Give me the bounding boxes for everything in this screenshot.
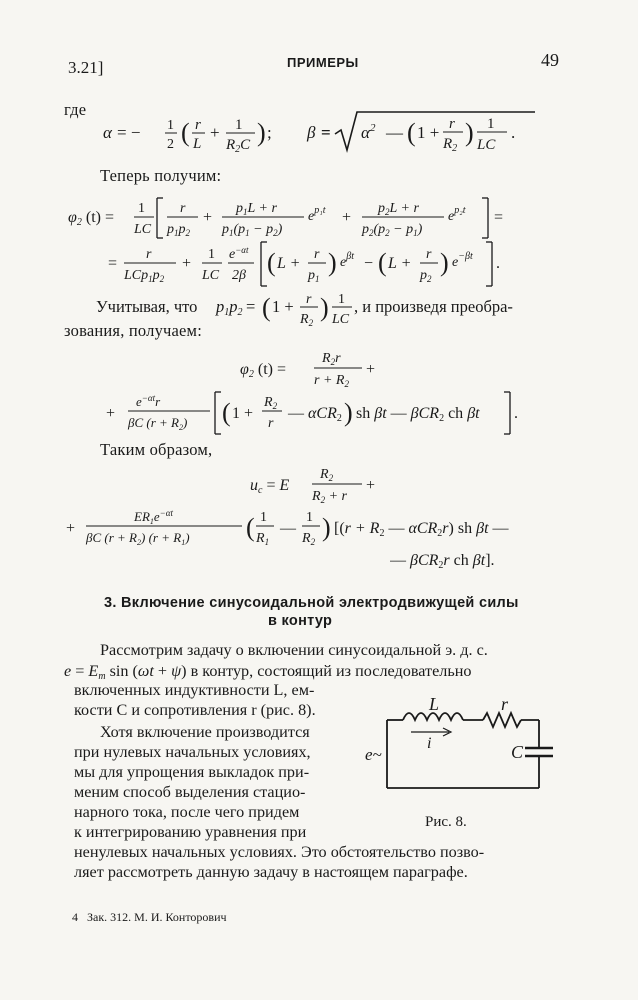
svg-text:;: ;: [267, 123, 272, 142]
svg-text:r: r: [195, 117, 201, 133]
svg-text:1 +: 1 +: [417, 123, 440, 142]
svg-text:.: .: [496, 255, 500, 272]
paragraph-1-line-1: Рассмотрим задачу о включении синусоидальной э. д. с.: [100, 641, 488, 659]
svg-text:β: β: [307, 123, 316, 142]
svg-text:+: +: [366, 361, 376, 378]
svg-text:R2: $R_2$: [264, 395, 278, 411]
svg-text:p2(p2 − p1): $p_2(p_2 - p_1)$: [362, 222, 423, 238]
svg-text:.: .: [514, 405, 518, 422]
svg-text:[(r + R2 — αCR2r) sh βt —: [(r + R2 — αCR2r) sh βt —: [334, 520, 509, 539]
svg-text:α: α: [103, 123, 112, 142]
thus-phrase: Таким образом,: [100, 440, 213, 459]
svg-text:R2: $R_2$: [320, 467, 334, 483]
svg-text:r: r: [180, 201, 186, 216]
formula-phi2-line-b: [100, 388, 540, 438]
svg-text:LC: LC: [134, 222, 152, 237]
paragraph-2-line-5: нарного тока, после чего придем: [74, 803, 300, 821]
svg-text:Учитывая, что: Учитывая, что: [96, 297, 198, 316]
paragraph-2-line-2: при нулевых начальных условиях,: [74, 743, 311, 761]
svg-text:): ): [344, 398, 353, 427]
svg-text:1: 1: [167, 118, 174, 133]
svg-text:R2r: $R_2r$: [322, 351, 341, 367]
svg-text:+: +: [203, 209, 213, 226]
svg-text:— βCR2r ch βt].: — βCR2r ch βt].: [390, 552, 495, 571]
svg-text:sh βt — βCR2 ch βt: sh βt — βCR2 ch βt: [356, 405, 480, 424]
svg-text:e = Em sin (ωt + ψ) в контур,: e = Em sin (ωt + ψ) в контур, состоящий из последовательно: [64, 662, 472, 682]
svg-text:+: +: [366, 477, 376, 494]
section-heading-line-1: 3. Включение синусоидальной электродвижущей силы: [104, 595, 519, 611]
svg-text:ER1e−αt: $ER_1e^{-\alpha t}$: [134, 508, 173, 526]
svg-text:βC (r + R2): βC $(r + R_2)$: [128, 415, 188, 432]
svg-text:uc = E: uc = E: [250, 477, 290, 496]
label-i: i: [427, 735, 432, 752]
svg-text:+: +: [66, 520, 76, 537]
formula-phi2-line-a: [240, 346, 400, 392]
svg-text:2β: 2β: [232, 268, 246, 283]
printer-footer: 4 Зак. 312. М. И. Конторович: [72, 910, 227, 924]
label-r: r: [501, 694, 509, 714]
svg-text:): ): [440, 248, 449, 277]
svg-text:r: r: [306, 292, 312, 307]
paragraph-2-line-6: к интегрированию уравнения при: [74, 823, 307, 841]
svg-text:φ2 (t) =: φ2 (t) =: [240, 361, 286, 380]
svg-text:R1: $R_1$: [256, 531, 270, 547]
svg-text:1: 1: [260, 510, 267, 525]
svg-text:p2: $p_2$: [420, 268, 432, 284]
svg-text:=: =: [321, 123, 331, 142]
svg-text:— αCR2: — αCR2: [288, 405, 342, 424]
figure-caption: Рис. 8.: [425, 814, 467, 830]
svg-text:r: r: [426, 247, 432, 262]
formula-uc-line-c: [390, 545, 550, 575]
svg-text:2: 2: [167, 137, 174, 152]
svg-text:R2: $R_2$: [302, 531, 316, 547]
svg-text:1: 1: [306, 510, 313, 525]
svg-text:α2: $\alpha^2$: [361, 122, 376, 142]
paragraph-2-line-1: Хотя включение производится: [100, 723, 310, 741]
svg-text:eβt: $e^{\beta t}$: [340, 251, 354, 270]
svg-text:=: =: [246, 297, 256, 316]
svg-text:R2: $R_2$: [300, 312, 314, 328]
page-number: 49: [541, 50, 559, 70]
formula-phi-line-1: [68, 190, 548, 242]
svg-text:1: 1: [208, 247, 215, 262]
svg-text:): ): [328, 248, 337, 277]
svg-text:R2 + r: $R_2 + r$: [312, 489, 347, 505]
svg-text:LC: LC: [202, 268, 220, 283]
svg-text:= −: = −: [117, 123, 141, 142]
where-word: где: [64, 100, 87, 119]
running-title: ПРИМЕРЫ: [287, 55, 359, 70]
paragraph-1-line-3: включенных индуктивности L, ем-: [74, 681, 315, 699]
svg-text:L: L: [193, 136, 202, 152]
label-e: e~: [365, 745, 382, 764]
paragraph-2-line-4: меним способ выделения стацио-: [74, 783, 306, 801]
svg-text:—: —: [386, 123, 403, 142]
svg-text:r: r: [449, 116, 455, 132]
svg-text:(: (: [267, 248, 276, 277]
svg-text:(: (: [378, 248, 387, 277]
svg-text:p1: $p_1$: [308, 268, 320, 284]
svg-text:(: (: [181, 118, 190, 147]
paragraph-2-line-7: ненулевых начальных условиях. Это обстоятельство позво-: [74, 843, 485, 861]
svg-text:1: 1: [338, 292, 345, 307]
svg-text:L +: L +: [388, 255, 412, 272]
svg-text:1: 1: [138, 201, 145, 216]
svg-text:—: —: [280, 520, 296, 537]
svg-text:=: =: [108, 255, 118, 272]
formula-uc-line-a: [250, 462, 400, 508]
svg-text:=: =: [494, 209, 504, 226]
paragraph-2-line-3: мы для упрощения выкладок при-: [74, 763, 310, 781]
formula-alpha-beta: [95, 108, 535, 156]
svg-text:e−αt: $e^{-\alpha t}$: [229, 245, 249, 262]
svg-text:1: 1: [487, 116, 495, 132]
svg-text:+: +: [342, 209, 352, 226]
svg-text:p1L + r: $p_1L + r$: [236, 201, 277, 217]
section-heading-line-2: в контур: [268, 613, 333, 629]
paragraph-2-line-8: ляет рассмотреть данную задачу в настоящем параграфе.: [74, 863, 468, 881]
svg-text:r + R2: $r + R_2$: [314, 373, 349, 389]
svg-text:+: +: [106, 405, 116, 422]
svg-text:1: 1: [235, 117, 243, 133]
svg-text:φ2 (t) =: φ2 (t) =: [68, 209, 114, 228]
formula-phi-line-2: [68, 236, 548, 292]
svg-text:): ): [320, 293, 329, 322]
svg-text:r: r: [268, 416, 274, 431]
svg-text:(: (: [407, 118, 416, 147]
svg-text:R2: $R_2$: [443, 136, 458, 154]
svg-text:): ): [465, 118, 474, 147]
label-C: C: [511, 742, 524, 762]
svg-text:r: r: [314, 247, 320, 262]
section-reference: 3.21]: [68, 58, 104, 77]
svg-text:ep₂t: $e^{p_2t}$: [448, 205, 466, 224]
svg-text:+: +: [210, 123, 220, 142]
circuit-diagram-figure: [365, 690, 565, 810]
resistor-zigzag: [483, 713, 521, 727]
svg-text:LC: LC: [477, 137, 496, 153]
svg-text:): ): [257, 118, 266, 147]
svg-text:+: +: [182, 255, 192, 272]
svg-text:, и произведя преобра-: , и произведя преобра-: [354, 297, 513, 316]
svg-text:1 +: 1 +: [272, 297, 294, 316]
considering-line-2: зования, получаем:: [64, 321, 202, 340]
svg-text:): ): [322, 513, 331, 542]
svg-text:p2L + r: $p_2L + r$: [378, 201, 419, 217]
svg-text:R2C: $R_2C$: [226, 137, 251, 155]
svg-text:L +: L +: [277, 255, 301, 272]
svg-text:e−αtr: $e^{-\alpha t}r$: [136, 393, 161, 409]
now-we-get: Теперь получим:: [100, 166, 222, 185]
svg-text:p1(p1 − p2): $p_1(p_1 - p_2)$: [222, 222, 283, 238]
paragraph-1-line-4: кости C и сопротивления r (рис. 8).: [74, 701, 316, 719]
svg-text:(: (: [262, 293, 271, 322]
svg-text:.: .: [511, 123, 516, 142]
svg-text:e−βt: $e^{-\beta t}$: [452, 251, 473, 270]
svg-text:(: (: [246, 513, 255, 542]
inductor-coil: [403, 713, 463, 720]
svg-text:p1p2: p1p2: [216, 297, 243, 318]
label-L: L: [429, 694, 440, 714]
svg-text:(: (: [222, 398, 231, 427]
svg-text:βC (r + R2) (r + R1): βC $(r + R_2)$ $(r + R_1)$: [86, 530, 190, 547]
svg-text:−: −: [364, 255, 374, 272]
svg-text:r: r: [146, 247, 152, 262]
svg-text:LCp1p2: $LCp_1p_2$: [124, 268, 165, 284]
svg-text:ep₁t: $e^{p_1t}$: [308, 205, 326, 224]
svg-text:1 +: 1 +: [232, 405, 254, 422]
svg-text:p1p2: $p_1p_2$: [167, 222, 190, 238]
svg-text:LC: LC: [332, 312, 350, 327]
